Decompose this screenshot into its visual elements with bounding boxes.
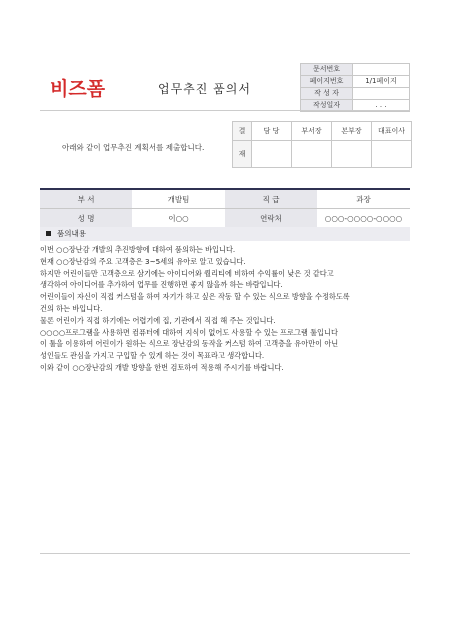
- content-line: 이와 같이 ○○장난감의 개발 방향을 한번 검토하여 적용해 주시기를 바랍니다.: [40, 362, 284, 372]
- document-meta-table: [300, 63, 410, 112]
- meta-value: . . .: [353, 100, 410, 112]
- section-header: [40, 227, 410, 241]
- approval-sign-cell[interactable]: [332, 141, 372, 168]
- rank-label: 직 급: [225, 190, 317, 209]
- footer-divider: [40, 553, 410, 554]
- content-line: 하지만 어린이들만 고객층으로 삼기에는 아이디어와 퀄리티에 비하여 수익률이 낮은 것 같다고: [40, 268, 334, 278]
- dept-label: 부 서: [40, 190, 132, 209]
- approval-col-ceo: 대표이사: [372, 122, 412, 141]
- content-line: 건의 하는 바입니다.: [40, 303, 103, 313]
- meta-value: [353, 64, 410, 76]
- contact-value: ○○○-○○○○-○○○○: [317, 209, 410, 228]
- info-row: [40, 190, 410, 209]
- brand-logo: 비즈폼: [50, 78, 106, 100]
- approval-col-staff: 담 당: [252, 122, 292, 141]
- meta-label: 문서번호: [301, 64, 353, 76]
- document-title: 업무추진 품의서: [158, 82, 251, 96]
- rank-value: 과장: [317, 190, 410, 209]
- approval-header-row: [233, 122, 412, 141]
- approval-col-division-head: 본부장: [332, 122, 372, 141]
- content-line: 물론 어린이가 직접 하기에는 어렵기에 집, 기관에서 직접 해 주는 것입니다.: [40, 315, 276, 325]
- content-line: 생각하여 아이디어를 추가하여 업무를 진행하면 좋지 않을까 하는 바람입니다.: [40, 280, 283, 290]
- content-line: 어린이들이 자신이 직접 커스텀을 하여 자기가 하고 싶은 작동 할 수 있는 식으로 방향을 수정하도록: [40, 292, 350, 302]
- approval-col-dept-head: 부서장: [292, 122, 332, 141]
- meta-row-author: [301, 88, 410, 100]
- approval-sign-cell[interactable]: [292, 141, 332, 168]
- request-text: 아래와 같이 업무추진 계획서를 제출합니다.: [62, 143, 205, 152]
- section-title: 품의내용: [57, 229, 86, 238]
- name-value: 이○○: [132, 209, 225, 228]
- meta-label: 작성일자: [301, 100, 353, 112]
- approval-side-label: 결: [233, 122, 252, 141]
- contact-label: 연락처: [225, 209, 317, 228]
- content-line: 현재 ○○장난감의 주요 고객층은 3~5세의 유아로 알고 있습니다.: [40, 256, 246, 266]
- meta-label: 페이지번호: [301, 76, 353, 88]
- name-label: 성 명: [40, 209, 132, 228]
- meta-label: 작 성 자: [301, 88, 353, 100]
- meta-value: 1/1페이지: [353, 76, 410, 88]
- approval-sign-cell[interactable]: [372, 141, 412, 168]
- meta-value: [353, 88, 410, 100]
- square-bullet-icon: [46, 231, 51, 236]
- info-row: [40, 209, 410, 228]
- content-line: 이번 ○○장난감 개발의 추진방향에 대하여 품의하는 바입니다.: [40, 245, 236, 254]
- dept-value: 개발팀: [132, 190, 225, 209]
- requester-info-table: [40, 190, 410, 228]
- approval-sign-row: [233, 141, 412, 168]
- approval-side-label: 재: [233, 141, 252, 168]
- content-body: [40, 244, 410, 374]
- content-line: 이 툴을 이용하여 어린이가 원하는 식으로 장난감의 동작을 커스텀 하여 고객층을 유아만이 아닌: [40, 339, 339, 349]
- header-divider: [40, 110, 410, 111]
- meta-row-doc-number: [301, 64, 410, 76]
- content-line: 성인들도 관심을 가지고 구입할 수 있게 하는 것이 목표라고 생각합니다.: [40, 351, 265, 361]
- approval-table: [232, 121, 412, 168]
- content-line: ○○○○프로그램을 사용하면 컴퓨터에 대하여 지식이 없어도 사용할 수 있는 프로그램 툴입니다: [40, 327, 338, 337]
- approval-sign-cell[interactable]: [252, 141, 292, 168]
- meta-row-page-number: [301, 76, 410, 88]
